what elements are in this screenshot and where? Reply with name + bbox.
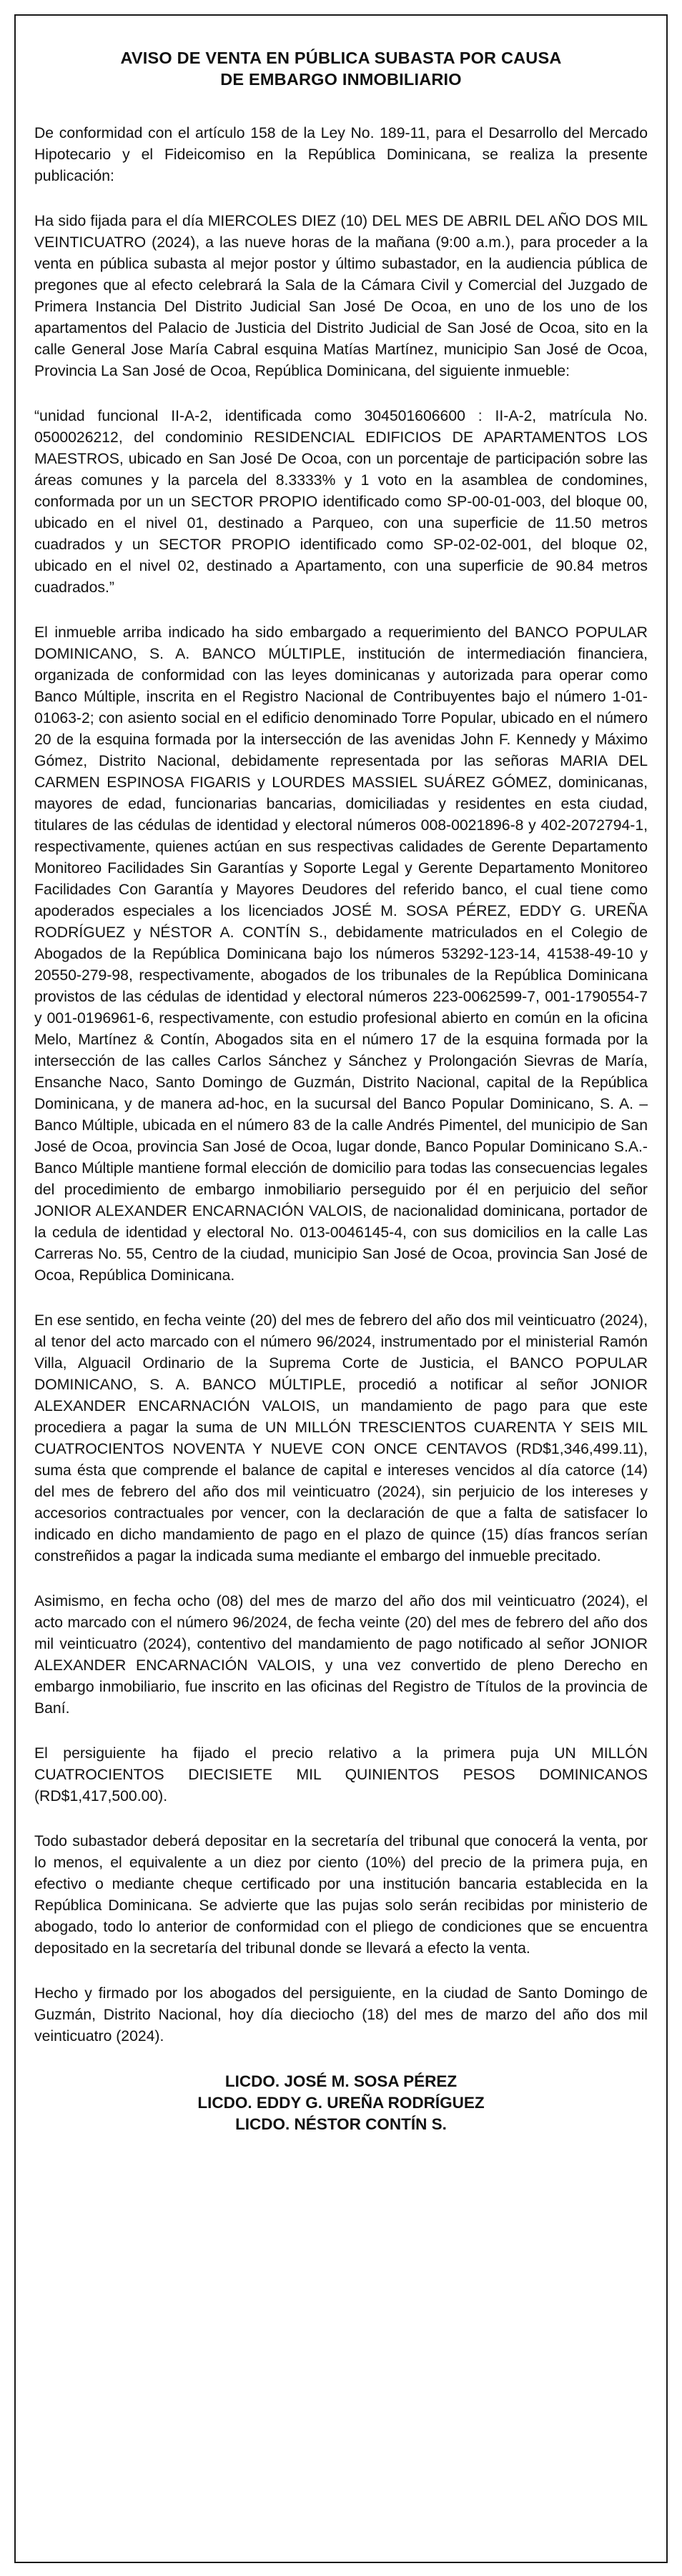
notice-frame bbox=[14, 14, 668, 2563]
paragraph-legal-basis: De conformidad con el artículo 158 de la Ley No. 189-11, para el Desarrollo del Mercado Hipotecario y el Fideicomiso en la República Dominicana, se realiza la presente publicación: bbox=[34, 125, 648, 184]
paragraph-deposit-terms: Todo subastador deberá depositar en la secretaría del tribunal que conocerá la venta, por lo menos, el equivalente a un diez por ciento (10%) del precio de la primera puja, en efectivo o mediante cheque certificado por una institución bancaria establecida en la República Dominicana. Se advierte que las pujas solo serán recibidas por ministerio de abogado, todo lo anterior de conformidad con el pliego de condiciones que se encuentra depositado en la secretaría del tribunal donde se llevará a efecto la venta. bbox=[34, 1833, 648, 1957]
paragraph-auction-date: Ha sido fijada para el día MIERCOLES DIEZ (10) DEL MES DE ABRIL DEL AÑO DOS MIL VEINTICUATRO (2024), a las nueve horas de la mañana (9:00 a.m.), para proceder a la venta en pública subasta al mejor postor y último subastador, en la audiencia pública de pregones que al efecto celebrará la Sala de la Cámara Civil y Comercial del Juzgado de Primera Instancia Del Distrito Judicial San José De Ocoa, en uno de los uno de los apartamentos del Palacio de Justicia del Distrito Judicial de San José de Ocoa, sito en la calle General Jose María Cabral esquina Matías Martínez, municipio San José de Ocoa, Provincia La San José de Ocoa, República Dominicana, del siguiente inmueble: bbox=[34, 213, 648, 379]
paragraph-seizing-party: El inmueble arriba indicado ha sido embargado a requerimiento del BANCO POPULAR DOMINICANO, S. A. BANCO MÚLTIPLE, institución de intermediación financiera, organizada de conformidad con las leyes dominicanas y autorizada para operar como Banco Múltiple, inscrita en el Registro Nacional de Contribuyentes bajo el número 1-01-01063-2; con asiento social en el edificio denominado Torre Popular, ubicado en el número 20 de la esquina formada por la intersección de las avenidas John F. Kennedy y Máximo Gómez, Distrito Nacional, debidamente representada por las señoras MARIA DEL CARMEN ESPINOSA FIGARIS y LOURDES MASSIEL SUÁREZ GÓMEZ, dominicanas, mayores de edad, funcionarias bancarias, domiciliadas y residentes en esta ciudad, titulares de las cédulas de identidad y electoral números 008-0021896-8 y 402-2072794-1, respectivamente, quienes actúan en sus respectivas calidades de Gerente Departamento Monitoreo Facilidades Sin Garantías y Soporte Legal y Gerente Departamento Monitoreo Facilidades Con Garantía y Mayores Deudores del referido banco, el cual tiene como apoderados especiales a los licenciados JOSÉ M. SOSA PÉREZ, EDDY G. UREÑA RODRÍGUEZ y NÉSTOR A. CONTÍN S., debidamente matriculados en el Colegio de Abogados de la República Dominicana bajo los números 53292-123-14, 41538-49-10 y 20550-279-98, respectivamente, abogados de los tribunales de la República Dominicana provistos de las cédulas de identidad y electoral números 223-0062599-7, 001-1790554-7 y 001-0196961-6, respectivamente, con estudio profesional abierto en común en la oficina Melo, Martínez & Contín, Abogados sita en el número 17 de la esquina formada por la intersección de las calles Carlos Sánchez y Sánchez y Prolongación Sievras de María, Ensanche Naco, Santo Domingo de Guzmán, Distrito Nacional, capital de la República Dominicana, y de manera ad-hoc, en la sucursal del Banco Popular Dominicano, S. A. – Banco Múltiple, ubicada en el número 83 de la calle Andrés Pimentel, del municipio de San José de Ocoa, provincia San José de Ocoa, lugar donde, Banco Popular Dominicano S.A.- Banco Múltiple mantiene formal elección de domicilio para todas las consecuencias legales del procedimiento de embargo inmobiliario perseguido por él en perjuicio del señor JONIOR ALEXANDER ENCARNACIÓN VALOIS, de nacionalidad dominicana, portador de la cedula de identidad y electoral No. 013-0046145-4, con sus domicilios en la calle Las Carreras No. 55, Centro de la ciudad, municipio San José de Ocoa, provincia San José de Ocoa, República Dominicana. bbox=[34, 624, 648, 1284]
notice-title bbox=[34, 47, 648, 90]
title-line-2: DE EMBARGO INMOBILIARIO bbox=[220, 70, 462, 89]
signature-line: LICDO. JOSÉ M. SOSA PÉREZ bbox=[224, 2072, 458, 2090]
paragraph-registration: Asimismo, en fecha ocho (08) del mes de marzo del año dos mil veinticuatro (2024), el acto marcado con el número 96/2024, de fecha veinte (20) del mes de febrero del año dos mil veinticuatro (2024), contentivo del mandamiento de pago notificado al señor JONIOR ALEXANDER ENCARNACIÓN VALOIS, y una vez convertido de pleno Derecho en embargo inmobiliario, fue inscrito en las oficinas del Registro de Títulos de la provincia de Baní. bbox=[34, 1593, 648, 1717]
title-line-1: AVISO DE VENTA EN PÚBLICA SUBASTA POR CAUSA bbox=[120, 49, 562, 67]
signature-line: LICDO. NÉSTOR CONTÍN S. bbox=[235, 2115, 447, 2133]
paragraph-property-description: “unidad funcional II-A-2, identificada como 304501606600 : II-A-2, matrícula No. 0500026212, del condominio RESIDENCIAL EDIFICIOS DE APARTAMENTOS LOS MAESTROS, ubicado en San José De Ocoa, con un porcentaje de participación sobre las áreas comunes y la parcela del 8.3333% y 1 voto en la asamblea de condomines, conformada por un un SECTOR PROPIO identificado como SP-00-01-003, del bloque 00, ubicado en el nivel 01, destinado a Parqueo, con una superficie de 11.50 metros cuadrados y un SECTOR PROPIO identificado como SP-02-02-001, del bloque 02, ubicado en el nivel 02, destinado a Apartamento, con una superficie de 90.84 metros cuadrados.” bbox=[34, 408, 648, 596]
signature-line: LICDO. EDDY G. UREÑA RODRÍGUEZ bbox=[197, 2094, 485, 2112]
paragraph-signed-place-date: Hecho y firmado por los abogados del persiguiente, en la ciudad de Santo Domingo de Guzmán, Distrito Nacional, hoy día dieciocho (18) del mes de marzo del año dos mil veinticuatro (2024). bbox=[34, 1985, 648, 2045]
paragraph-first-bid-price: El persiguiente ha fijado el precio relativo a la primera puja UN MILLÓN CUATROCIENTOS DIECISIETE MIL QUINIENTOS PESOS DOMINICANOS (RD$1,417,500.00). bbox=[34, 1745, 648, 1804]
signature-block bbox=[34, 2071, 648, 2135]
paragraph-payment-order: En ese sentido, en fecha veinte (20) del mes de febrero del año dos mil veinticuatro (2024), al tenor del acto marcado con el número 96/2024, instrumentado por el ministerial Ramón Villa, Alguacil Ordinario de la Suprema Corte de Justicia, el BANCO POPULAR DOMINICANO, S. A. BANCO MÚLTIPLE, procedió a notificar al señor JONIOR ALEXANDER ENCARNACIÓN VALOIS, un mandamiento de pago para que este procediera a pagar la suma de UN MILLÓN TRESCIENTOS CUARENTA Y SEIS MIL CUATROCIENTOS NOVENTA Y NUEVE CON ONCE CENTAVOS (RD$1,346,499.11), suma ésta que comprende el balance de capital e intereses vencidos al día catorce (14) del mes de febrero del año dos mil veinticuatro (2024), sin perjuicio de los intereses y accesorios contractuales por vencer, con la declaración de que a falta de satisfacer lo indicado en dicho mandamiento de pago en el plazo de quince (15) días francos serían constreñidos a pagar la indicada suma mediante el embargo del inmueble precitado. bbox=[34, 1312, 648, 1564]
